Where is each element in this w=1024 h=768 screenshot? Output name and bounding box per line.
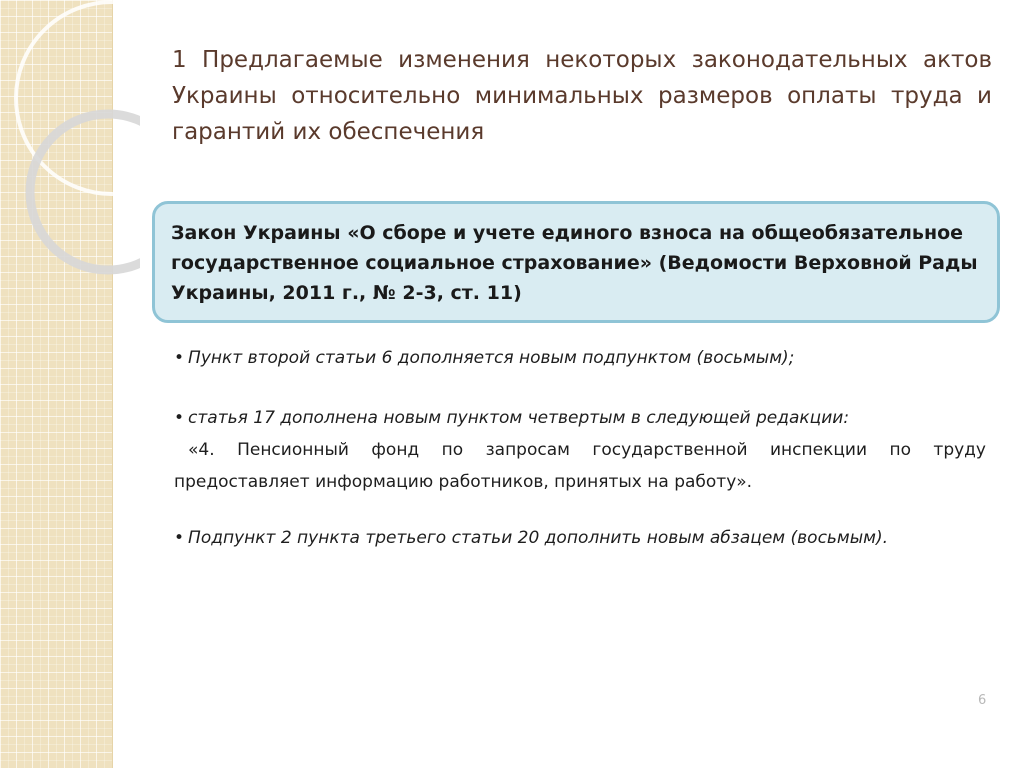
bullet-icon: • xyxy=(174,408,185,428)
list-item-text: Подпункт 2 пункта третьего статьи 20 дополнить новым абзацем (восьмым). xyxy=(188,528,889,548)
list-item xyxy=(174,402,986,434)
list-item xyxy=(174,342,986,374)
page-number: 6 xyxy=(978,693,987,708)
list-item xyxy=(174,522,986,554)
bullet-icon: • xyxy=(174,348,185,368)
amendments-list xyxy=(174,342,986,554)
decorative-circles xyxy=(0,0,140,300)
law-reference-box xyxy=(152,201,1000,323)
list-item-text: Пункт второй статьи 6 дополняется новым подпунктом (восьмым); xyxy=(188,348,795,368)
quoted-paragraph-text: «4. Пенсионный фонд по запросам государственной инспекции по труду предоставляет информацию работников, принятых на работу». xyxy=(174,440,986,492)
law-reference-text: Закон Украины «О сборе и учете единого взноса на общеобязательное государственное социальное страхование» (Ведомости Верховной Рады Украины, 2011 г., № 2-3, ст. 11) xyxy=(171,222,978,304)
bullet-icon: • xyxy=(174,528,185,548)
quoted-paragraph xyxy=(174,434,986,498)
spacer xyxy=(174,498,986,522)
slide-title: 1 Предлагаемые изменения некоторых законодательных актов Украины относительно минимальных размеров оплаты труда и гарантий их обеспечения xyxy=(172,47,992,145)
spacer xyxy=(174,374,986,402)
list-item-text: статья 17 дополнена новым пунктом четвертым в следующей редакции: xyxy=(188,408,850,428)
